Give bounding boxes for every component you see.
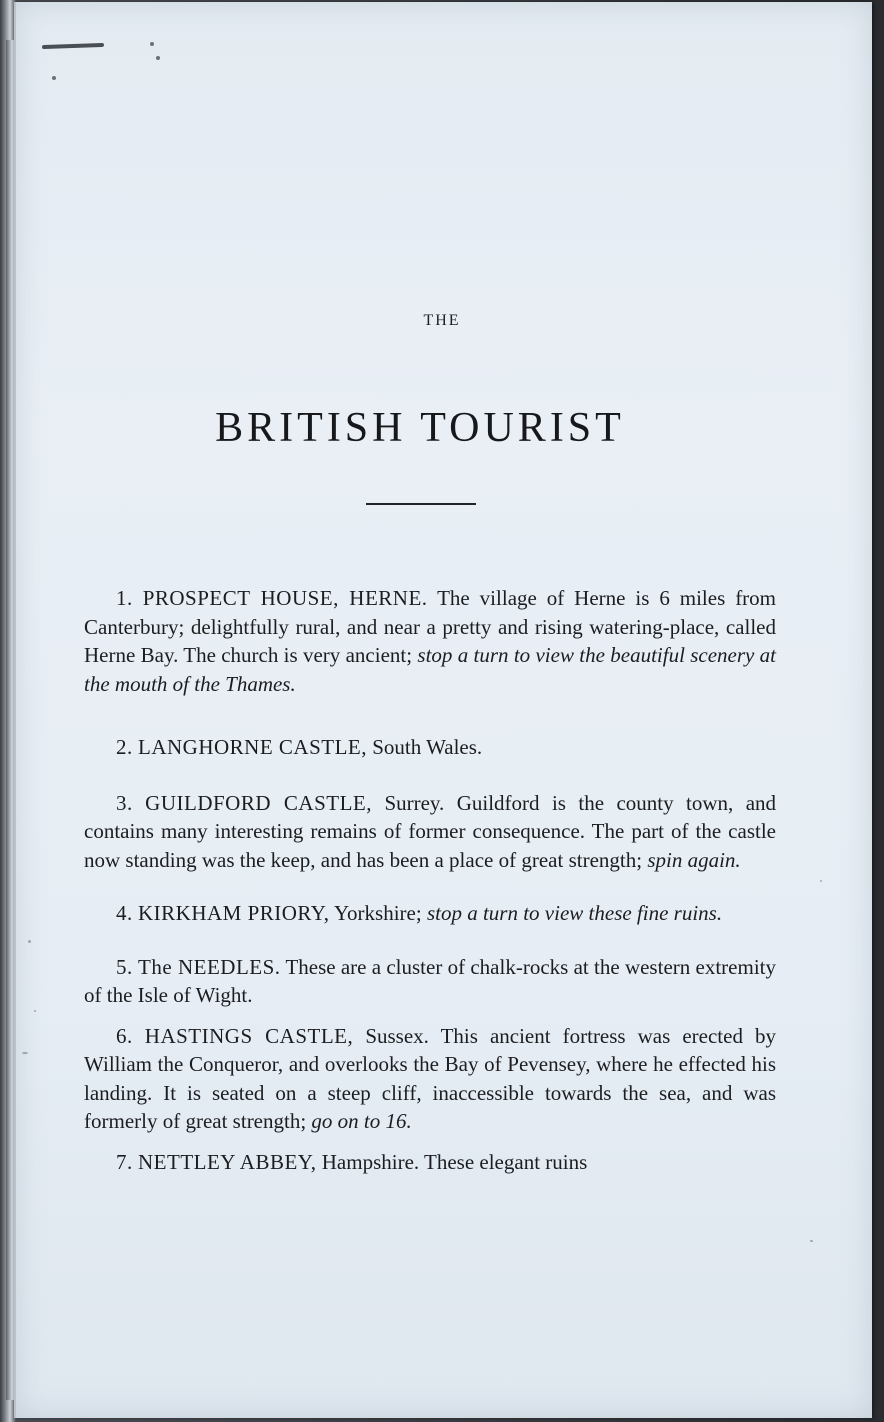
entry-name: KIRKHAM PRIORY, [138, 901, 330, 925]
entry-1 [84, 584, 776, 698]
staple-hole [52, 76, 56, 80]
entry-text: South Wales. [372, 735, 483, 759]
entry-name: HASTINGS CASTLE, [144, 1023, 354, 1048]
entry-number: 3. [116, 790, 133, 815]
entry-text: The village of Herne is 6 miles from Canterbury; delightfully rural, and near a pretty and rising watering-place, called Herne Bay. The church is very ancient; [84, 586, 777, 667]
entry-7 [84, 1148, 776, 1177]
paper-speck [820, 880, 822, 882]
entry-2 [84, 733, 776, 762]
entry-number: 6. [116, 1023, 133, 1048]
entry-text: Yorkshire; [333, 901, 422, 925]
entry-number: 2. [116, 735, 133, 759]
entry-instruction: stop a turn to view these fine ruins. [426, 901, 723, 925]
entry-text: Surrey. Guildford is the county town, and contains many interesting remains of former consequence. The part of the castle now standing was the keep, and has been a place of great strength; [84, 790, 777, 872]
entry-6 [84, 1022, 776, 1136]
paper-speck [22, 1052, 28, 1054]
entry-name: PROSPECT HOUSE, HERNE. [142, 586, 428, 610]
entry-text: Sussex. This ancient fortress was erected by William the Conqueror, and overlooks the Bay of Pevensey, where he effected his landing. It is seated on a steep cliff, inaccessible towards the sea, and was formerly of great strength; [84, 1023, 776, 1133]
entry-list [84, 584, 776, 1176]
paper-speck [810, 1240, 813, 1242]
paper-speck [34, 1010, 36, 1012]
entry-name: GUILDFORD CASTLE, [145, 790, 373, 815]
entry-5 [84, 953, 776, 1010]
entry-number: 7. [116, 1149, 133, 1174]
entry-4 [84, 899, 776, 928]
entry-name: LANGHORNE CASTLE, [138, 735, 367, 759]
entry-instruction: spin again. [647, 847, 741, 872]
entry-instruction: go on to 16. [311, 1109, 412, 1133]
title-article: THE [423, 312, 461, 329]
entry-3 [84, 789, 776, 875]
entry-number: 1. [116, 586, 133, 610]
title-rule [366, 503, 476, 505]
entry-name: The NEEDLES. [138, 954, 281, 979]
entry-instruction: stop a turn to view the beautiful scenery at the mouth of the Thames. [84, 643, 776, 696]
entry-name: NETTLEY ABBEY, [138, 1149, 317, 1174]
staple-hole [150, 42, 154, 46]
paper-speck [28, 940, 31, 943]
staple-hole [156, 56, 160, 60]
entry-text: Hampshire. These elegant ruins [321, 1149, 588, 1174]
page-title: BRITISH TOURIST [215, 405, 625, 451]
entry-number: 4. [116, 901, 133, 925]
entry-number: 5. [116, 954, 133, 979]
entry-text: These are a cluster of chalk-rocks at the western extremity of the Isle of Wight. [84, 954, 776, 1007]
